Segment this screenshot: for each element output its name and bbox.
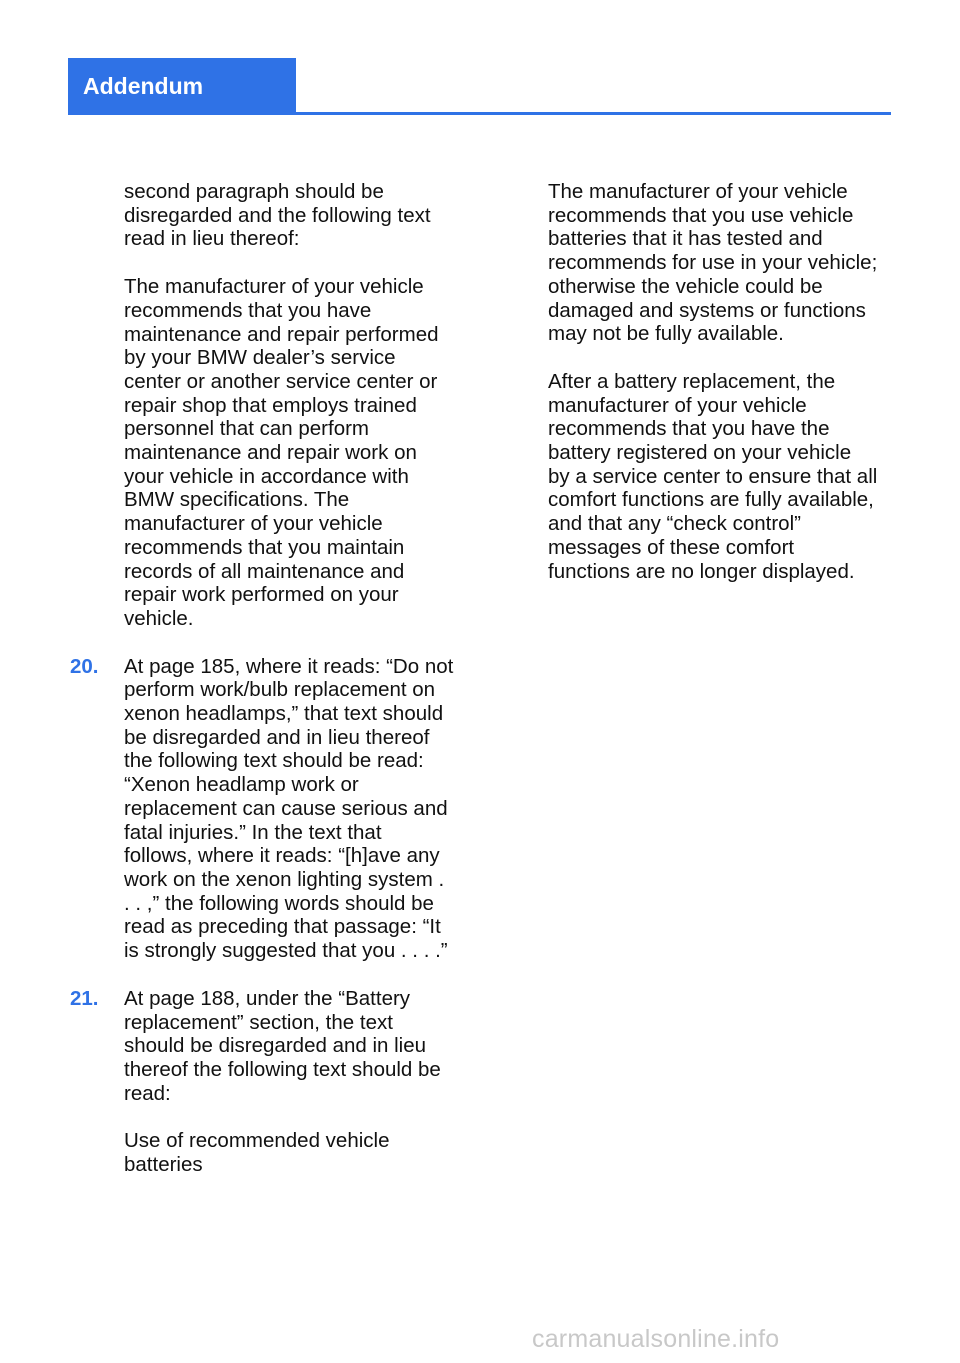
list-item-number: 20. <box>70 654 99 678</box>
list-item-20 <box>70 654 469 963</box>
list-item-21 <box>70 986 469 1106</box>
paragraph: Use of recommended vehicle batteries <box>124 1129 390 1177</box>
list-item-number: 21. <box>70 986 99 1010</box>
section-header-tab <box>68 58 296 115</box>
watermark: carmanualsonline.info <box>532 1325 780 1353</box>
paragraph: second paragraph should be disregarded and the following text read in lieu thereof: <box>124 180 431 251</box>
paragraph: After a battery replacement, the manufacturer of your vehicle recommends that you have the battery registered on your vehicle by a service center to ensure that all comfort functions are fully available, and that any “check control” messages of these comfort functions are no longer displayed. <box>548 369 878 583</box>
paragraph: The manufacturer of your vehicle recommends that you use vehicle batteries that it has tested and recommends for use in your vehicle; otherwise the vehicle could be damaged and systems or functions may not be fully available. <box>548 180 878 346</box>
list-item-text: At page 188, under the “Battery replacement” section, the text should be disregarded and in lieu thereof the following text should be read: <box>124 986 441 1105</box>
section-title: Addendum <box>83 73 204 99</box>
list-item-text: At page 185, where it reads: “Do not perform work/bulb replacement on xenon headlamps,” that text should be disregarded and in lieu thereof the following text should be read: “Xenon headlamp work or replacement can cause serious and fatal injuries.” In the text that follows, where it reads: “[h]ave any work on the xenon lighting system . . . ,” the following words should be read as preceding that passage: “It is strongly suggested that you . . . .” <box>124 654 454 963</box>
left-column <box>70 180 469 1201</box>
right-column <box>548 180 893 607</box>
paragraph: The manufacturer of your vehicle recommends that you have maintenance and repair performed by your BMW dealer’s service center or another service center or repair shop that employs trained personnel that can perform maintenance and repair work on your vehicle in accordance with BMW specifications. The manufacturer of your vehicle recommends that you maintain records of all maintenance and repair work performed on your vehicle. <box>124 275 439 630</box>
header-divider <box>68 112 891 115</box>
